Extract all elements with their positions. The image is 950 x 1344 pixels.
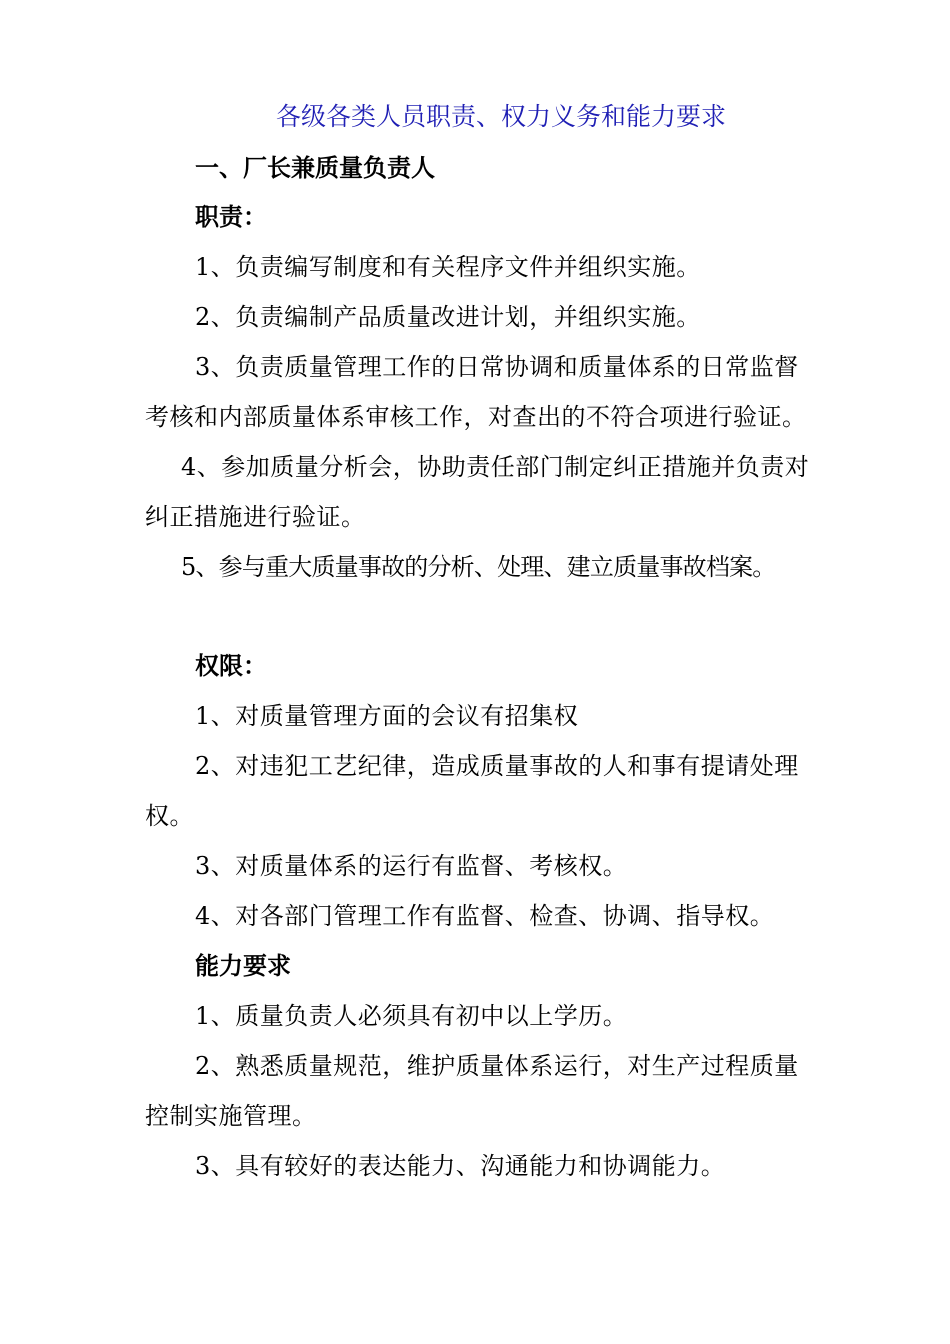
competence-item-1: 1、质量负责人必须具有初中以上学历。 xyxy=(195,1002,628,1030)
responsibility-item-4: 4、参加质量分析会，协助责任部门制定纠正措施并负责对纠正措施进行验证。 xyxy=(145,453,810,531)
competence-item-2: 2、熟悉质量规范，维护质量体系运行，对生产过程质量控制实施管理。 xyxy=(145,1052,799,1130)
competence-heading: 能力要求 xyxy=(195,951,291,980)
competence-block xyxy=(145,941,815,1191)
authority-item-4: 4、对各部门管理工作有监督、检查、协调、指导权。 xyxy=(195,902,775,930)
authority-item-1: 1、对质量管理方面的会议有招集权 xyxy=(195,702,579,730)
section-heading: 一、厂长兼质量负责人 xyxy=(195,153,435,182)
competence-item-3: 3、具有较好的表达能力、沟通能力和协调能力。 xyxy=(195,1152,726,1180)
responsibilities-heading: 职责： xyxy=(195,202,267,231)
authority-item-2: 2、对违犯工艺纪律，造成质量事故的人和事有提请处理权。 xyxy=(145,752,799,830)
document-title: 各级各类人员职责、权力义务和能力要求 xyxy=(275,102,726,131)
authority-heading: 权限： xyxy=(195,651,267,680)
authority-item-3: 3、对质量体系的运行有监督、考核权。 xyxy=(195,852,628,880)
responsibility-item-2: 2、负责编制产品质量改进计划，并组织实施。 xyxy=(195,303,701,331)
responsibilities-block xyxy=(145,192,815,592)
responsibility-item-3: 3、负责质量管理工作的日常协调和质量体系的日常监督考核和内部质量体系审核工作，对查出的不符合项进行验证。 xyxy=(145,353,807,431)
responsibility-item-5: 5、参与重大质量事故的分析、处理、建立质量事故档案。 xyxy=(181,553,776,581)
authority-block xyxy=(145,641,815,941)
responsibility-item-1: 1、负责编写制度和有关程序文件并组织实施。 xyxy=(195,253,701,281)
